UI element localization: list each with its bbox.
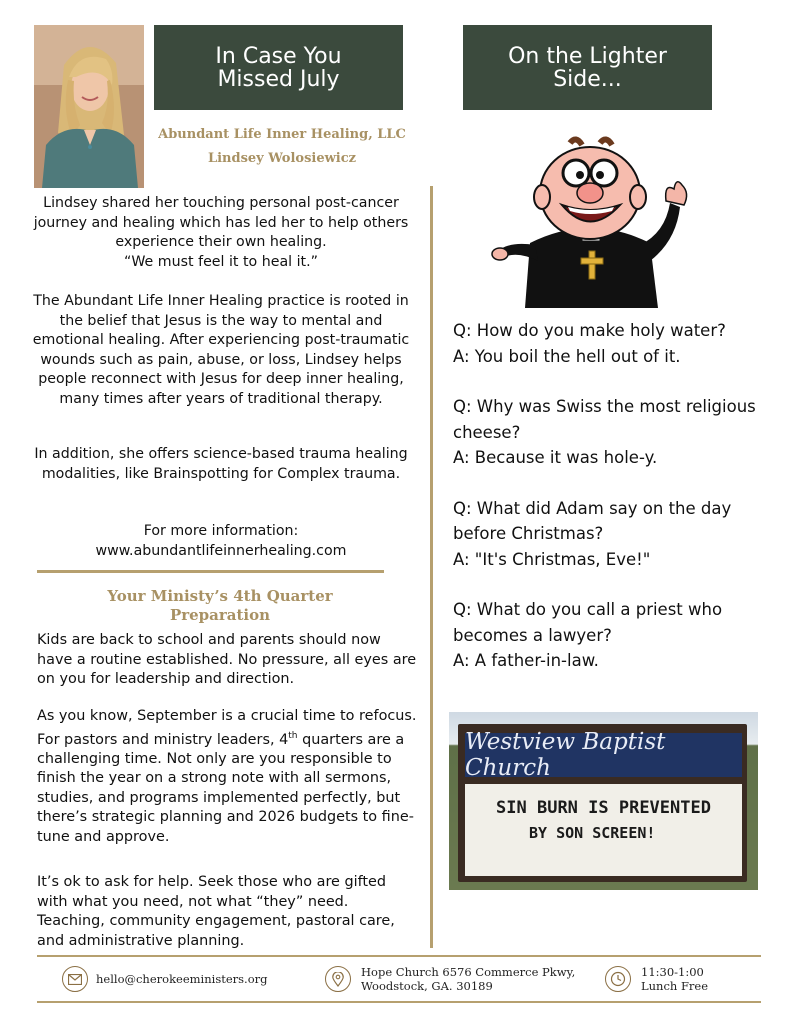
- footer-bottom-rule: [37, 1001, 761, 1003]
- joke-answer: A: A father-in-law.: [453, 651, 599, 670]
- feature-quote: “We must feel it to heal it.”: [124, 253, 318, 270]
- joke-item: [453, 318, 773, 369]
- joke-question: Q: Why was Swiss the most religious cheese?: [453, 397, 756, 442]
- feature-more-info: [26, 522, 416, 561]
- column-divider: [430, 186, 433, 948]
- joke-list: [453, 318, 773, 674]
- joke-item: [453, 394, 773, 471]
- address-line-2: Woodstock, GA. 30189: [361, 979, 493, 993]
- church-sign-photo: [449, 712, 758, 890]
- ministry-paragraph-2: [37, 707, 417, 847]
- joke-answer: A: You boil the hell out of it.: [453, 346, 681, 366]
- joke-question: Q: What do you call a priest who becomes a lawyer?: [453, 600, 723, 645]
- feature-person-name: Lindsey Wolosiewicz: [207, 151, 357, 166]
- sign-church-name: Westview Baptist Church: [465, 733, 742, 777]
- feature-para1-text: Lindsey shared her touching personal post-cancer journey and healing which has led her to help others experience their own healing.: [33, 195, 409, 250]
- address-line-1: Hope Church 6576 Commerce Pkwy,: [361, 965, 576, 979]
- speaker-photo: [34, 25, 144, 188]
- sign-message-board: [465, 784, 742, 876]
- left-header-line1: In Case You: [215, 43, 342, 69]
- clock-icon: [605, 966, 631, 992]
- joke-question: Q: How do you make holy water?: [453, 321, 726, 340]
- footer-email[interactable]: hello@cherokeeministers.org: [96, 972, 268, 986]
- joke-item: [453, 496, 773, 573]
- ministry-para2-after: quarters are a challenging time. Not only are you responsible to finish the year on a strong note with all sermons, studies, and programs implemented perfectly, but there’s strategic planning and 2026 budgets to fine-tune and approve.: [37, 731, 414, 845]
- ministry-para2-before: As you know, September is a crucial time to refocus. For pastors and ministry leaders, 4: [37, 708, 417, 748]
- joke-item: [453, 597, 773, 674]
- feature-paragraph-1: [26, 194, 416, 272]
- more-info-label: For more information:: [143, 523, 299, 539]
- footer-time: [641, 965, 708, 993]
- footer-lunch: Lunch Free: [641, 979, 709, 993]
- joke-question: Q: What did Adam say on the day before Christmas?: [453, 498, 732, 543]
- ministry-paragraph-1: Kids are back to school and parents should now have a routine established. No pressure, all eyes are on you for leadership and direction.: [37, 632, 417, 687]
- ministry-title-line1: Your Ministy’s 4th Quarter: [107, 587, 333, 605]
- ministry-para2-sup: th: [288, 730, 298, 741]
- feature-paragraph-3: In addition, she offers science-based trauma healing modalities, like Brainspotting for Complex trauma.: [34, 446, 408, 482]
- location-pin-icon: [325, 966, 351, 992]
- feature-paragraph-2: The Abundant Life Inner Healing practice is rooted in the belief that Jesus is the way to mental and emotional healing. After experiencing post-traumatic wounds such as pain, abuse, or loss, Lindsey helps people reconnect with Jesus for deep inner healing, many times after years of traditional therapy.: [32, 293, 410, 407]
- section-divider: [37, 570, 384, 573]
- right-section-header: [463, 25, 712, 110]
- right-header-line2: Side...: [553, 66, 622, 92]
- sign-line-1: SIN BURN IS PREVENTED: [496, 798, 711, 818]
- right-header-line1: On the Lighter: [508, 43, 667, 69]
- ministry-paragraph-3: It’s ok to ask for help. Seek those who are gifted with what you need, not what “they” need. Teaching, community engagement, pastoral care, and administrative planning.: [37, 874, 395, 949]
- footer-top-rule: [37, 955, 761, 957]
- joke-answer: A: Because it was hole-y.: [453, 448, 658, 467]
- email-icon: [62, 966, 88, 992]
- feature-org-name: Abundant Life Inner Healing, LLC: [158, 127, 406, 142]
- sign-line-2: BY SON SCREEN!: [529, 824, 656, 842]
- footer-time-range: 11:30-1:00: [641, 965, 704, 979]
- left-section-header: [154, 25, 403, 110]
- ministry-title-line2: Preparation: [169, 606, 271, 624]
- left-header-line2: Missed July: [217, 66, 340, 92]
- ministry-section-title: [40, 587, 400, 625]
- priest-cartoon: [490, 133, 695, 308]
- joke-answer: A: "It's Christmas, Eve!": [453, 549, 651, 569]
- website-link[interactable]: www.abundantlifeinnerhealing.com: [95, 542, 347, 559]
- footer-address: [361, 965, 575, 993]
